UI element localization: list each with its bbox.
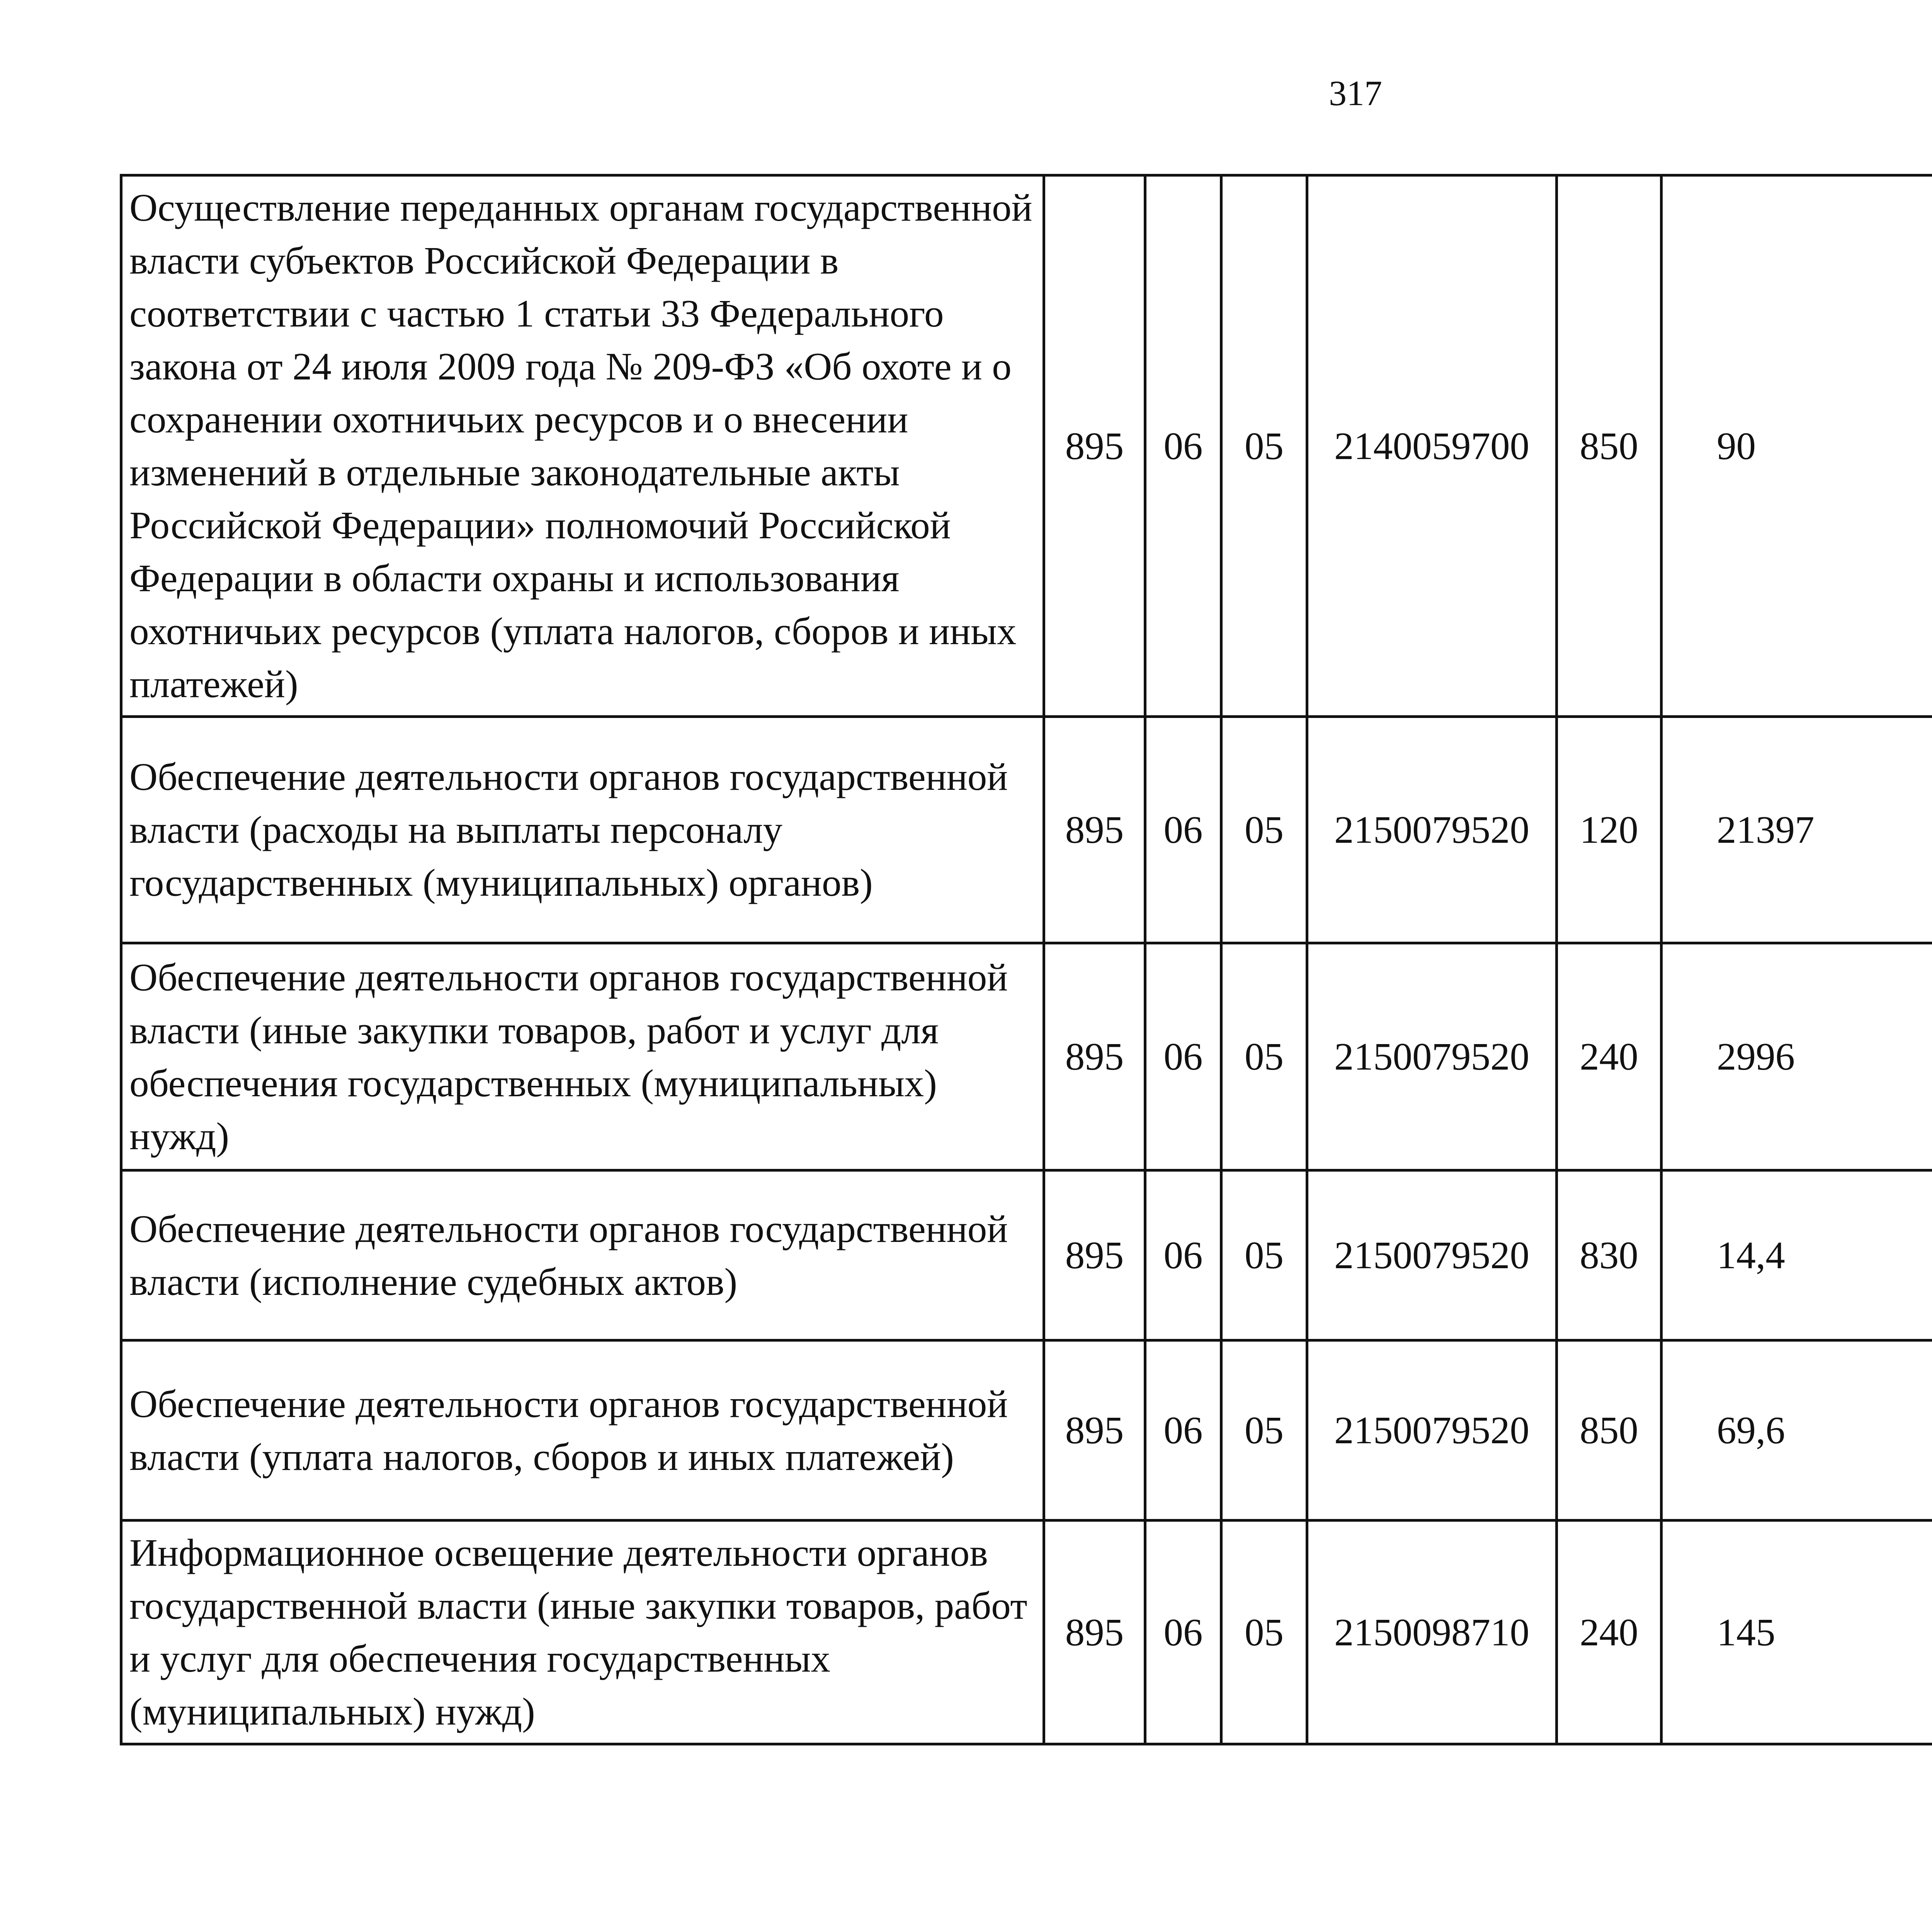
- section-code: 06: [1145, 943, 1221, 1170]
- target-article-code: 2150079520: [1307, 943, 1557, 1170]
- ministry-code: 895: [1044, 943, 1145, 1170]
- ministry-code: 895: [1044, 1521, 1145, 1744]
- target-article-code: 2150079520: [1307, 1170, 1557, 1340]
- section-code: 06: [1145, 717, 1221, 943]
- table-row: [121, 1340, 1932, 1521]
- expense-type-code: 830: [1557, 1170, 1662, 1340]
- table-row: [121, 1521, 1932, 1744]
- target-article-code: 2150098710: [1307, 1521, 1557, 1744]
- section-code: 06: [1145, 1170, 1221, 1340]
- row-description: Осуществление переданных органам государственной власти субъектов Российской Федерации в соответствии с частью 1 статьи 33 Федерального закона от 24 июля 2009 года № 209-ФЗ «Об охоте и о сохранении охотничьих ресурсов и о внесении изменений в отдельные законодательные акты Российской Федерации» полномочий Российской Федерации в области охраны и использования охотничьих ресурсов (уплата налогов, сборов и иных платежей): [121, 175, 1044, 717]
- subsection-code: 05: [1221, 717, 1307, 943]
- row-description: Обеспечение деятельности органов государственной власти (расходы на выплаты персоналу государственных (муниципальных) органов): [121, 717, 1044, 943]
- target-article-code: 2150079520: [1307, 1340, 1557, 1521]
- row-description: Обеспечение деятельности органов государственной власти (уплата налогов, сборов и иных платежей): [121, 1340, 1044, 1521]
- row-description: Обеспечение деятельности органов государственной власти (исполнение судебных актов): [121, 1170, 1044, 1340]
- table-row: [121, 943, 1932, 1170]
- amount-year-1: 90: [1662, 175, 1932, 717]
- expense-type-code: 850: [1557, 1340, 1662, 1521]
- target-article-code: 2140059700: [1307, 175, 1557, 717]
- ministry-code: 895: [1044, 175, 1145, 717]
- table-row: [121, 175, 1932, 717]
- section-code: 06: [1145, 175, 1221, 717]
- row-description: Информационное освещение деятельности органов государственной власти (иные закупки товаров, работ и услуг для обеспечения государственных (муниципальных) нужд): [121, 1521, 1044, 1744]
- subsection-code: 05: [1221, 1170, 1307, 1340]
- ministry-code: 895: [1044, 717, 1145, 943]
- row-description: Обеспечение деятельности органов государственной власти (иные закупки товаров, работ и услуг для обеспечения государственных (муниципальных) нужд): [121, 943, 1044, 1170]
- ministry-code: 895: [1044, 1340, 1145, 1521]
- amount-year-1: 14,4: [1662, 1170, 1932, 1340]
- amount-year-1: 21397: [1662, 717, 1932, 943]
- expense-type-code: 240: [1557, 943, 1662, 1170]
- section-code: 06: [1145, 1521, 1221, 1744]
- table-row: [121, 1170, 1932, 1340]
- subsection-code: 05: [1221, 1340, 1307, 1521]
- subsection-code: 05: [1221, 175, 1307, 717]
- subsection-code: 05: [1221, 943, 1307, 1170]
- section-code: 06: [1145, 1340, 1221, 1521]
- amount-year-1: 69,6: [1662, 1340, 1932, 1521]
- expense-type-code: 850: [1557, 175, 1662, 717]
- amount-year-1: 145: [1662, 1521, 1932, 1744]
- subsection-code: 05: [1221, 1521, 1307, 1744]
- target-article-code: 2150079520: [1307, 717, 1557, 943]
- expense-type-code: 120: [1557, 717, 1662, 943]
- page-number: 317: [1329, 73, 1382, 113]
- ministry-code: 895: [1044, 1170, 1145, 1340]
- table-row: [121, 717, 1932, 943]
- amount-year-1: 2996: [1662, 943, 1932, 1170]
- budget-table: [120, 174, 1932, 1745]
- expense-type-code: 240: [1557, 1521, 1662, 1744]
